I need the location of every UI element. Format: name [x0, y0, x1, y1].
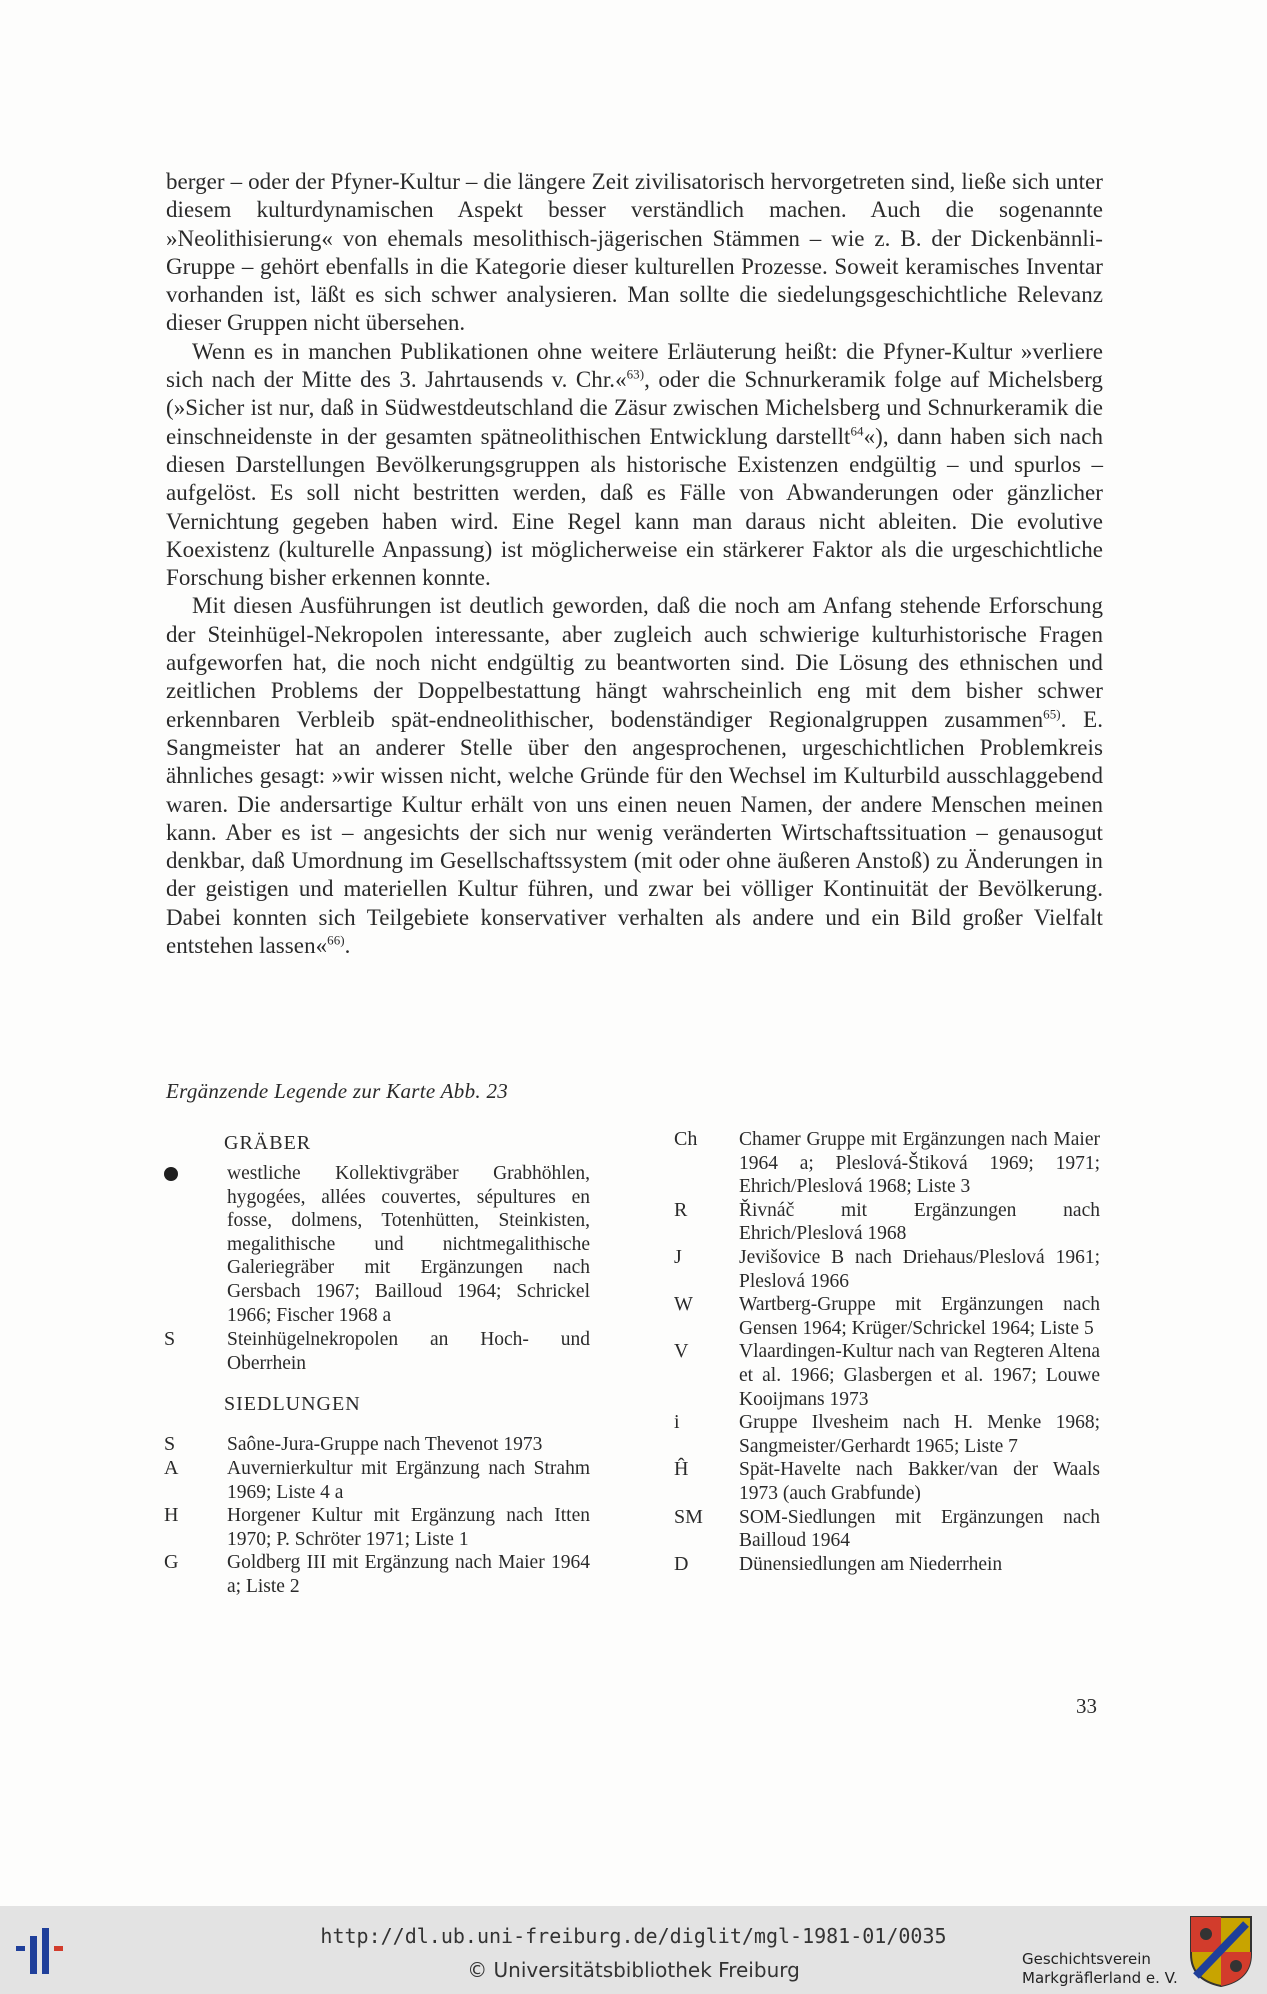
coat-of-arms-icon [1188, 1914, 1254, 1988]
section-title-siedlungen: SIEDLUNGEN [224, 1393, 361, 1416]
body-text [166, 168, 1103, 960]
section-title-graeber: GRÄBER [224, 1132, 312, 1154]
paragraph-2-part-c: «), dann haben sich nach diesen Darstellungen Bevölkerungsgruppen als historische Existenzen endgültig – und spurlos – aufgelöst. Es soll nicht bestritten werden, daß es Fälle von Abwanderungen oder gänzlicher Vernichtung gegeben haben wird. Eine Regel kann man daraus nicht ableiten. Die evolutive Koexistenz (kulturelle Anpassung) ist möglicherweise ein stärkerer Faktor als die urgeschichtliche Forschung bisher erkennen konnte. [166, 423, 1104, 591]
paragraph-1: berger – oder der Pfyner-Kultur – die längere Zeit zivilisatorisch hervorgetreten sind, ließe sich unter diesem kulturdynamischen Aspekt besser verständlich machen. Auch die sogenannte »Neolithisierung« von ehemals mesolithisch-jägerischen Stämmen – wie z. B. der Dickenbännli-Gruppe – gehört ebenfalls in die Kategorie dieser kulturellen Prozesse. Soweit keramisches Inventar vorhanden ist, läßt es sich schwer analysieren. Man sollte die siedelungsgeschichtliche Relevanz dieser Gruppen nicht übersehen. [166, 169, 1103, 336]
legend-symbol: A [164, 1456, 179, 1479]
legend-symbol: D [674, 1552, 689, 1575]
legend-left-column [160, 1128, 590, 1599]
legend-symbol: V [674, 1340, 689, 1363]
legend-text: westliche Kollektivgräber Grabhöhlen, hygogées, allées couvertes, sépultures en fosse, dolmens, Totenhütten, Steinkisten, megalithische und nichtmegalithische Galeriegräber mit Ergänzungen nach Gersbach 1967; Bailloud 1964; Schrickel 1966; Fischer 1968 a [227, 1163, 590, 1326]
legend-entry [160, 1551, 590, 1598]
legend-text: Auvernierkultur mit Ergänzung nach Strahm 1969; Liste 4 a [227, 1457, 590, 1503]
legend-text: Wartberg-Gruppe mit Ergänzungen nach Gensen 1964; Krüger/Schrickel 1964; Liste 5 [739, 1294, 1100, 1339]
legend-text: Goldberg III mit Ergänzung nach Maier 1964 a; Liste 2 [227, 1552, 590, 1597]
legend-text: Steinhügelnekropolen an Hoch- und Oberrhein [227, 1329, 590, 1374]
legend-entry-steinhuegel [160, 1328, 590, 1375]
footer-bar [0, 1906, 1267, 1994]
footnote-ref-63: 63) [626, 366, 645, 382]
legend-text: Jevišovice B nach Driehaus/Pleslová 1961; Pleslová 1966 [739, 1246, 1100, 1292]
page-number: 33 [1076, 1694, 1097, 1718]
legend-symbol: W [674, 1293, 693, 1316]
legend-entry [160, 1433, 590, 1457]
legend-symbol: R [674, 1198, 688, 1221]
legend-entry-kollektivgraeber [160, 1162, 590, 1327]
footnote-ref-64: 64 [850, 423, 864, 439]
legend-right-column [672, 1128, 1100, 1576]
legend-symbol: S [164, 1433, 176, 1456]
legend-text: Vlaardingen-Kultur nach van Regteren Altena et al. 1966; Glasbergen et al. 1967; Louwe Kooijmans 1973 [739, 1341, 1100, 1410]
legend-entry [672, 1246, 1100, 1293]
footer-copyright: © Universitätsbibliothek Freiburg [467, 1958, 800, 1982]
paragraph-2 [166, 338, 1103, 593]
filled-circle-icon [164, 1167, 178, 1181]
legend-entry [672, 1458, 1100, 1505]
legend-symbol: J [674, 1245, 682, 1268]
footer-url-link[interactable]: http://dl.ub.uni-freiburg.de/diglit/mgl-1981-01/0035 [320, 1924, 947, 1948]
legend-symbol [164, 1162, 214, 1188]
footnote-ref-66: 66) [327, 932, 345, 948]
legend-heading: Ergänzende Legende zur Karte Abb. 23 [166, 1079, 509, 1103]
footnote-ref-65: 65) [1043, 705, 1061, 721]
org-name-line-2: Markgräflerland e. V. [1022, 1969, 1178, 1987]
paragraph-2-part-a: Wenn es in manchen Publikationen ohne weitere Erläuterung heißt: die Pfyner-Kultur »verliere sich nach der Mitte des 3. Jahrtausends v. Chr.« [166, 338, 1103, 393]
legend-entry [672, 1553, 1100, 1577]
legend-entry [672, 1128, 1100, 1199]
legend-entry [672, 1340, 1100, 1411]
legend-entry [672, 1411, 1100, 1458]
legend-text: Spät-Havelte nach Bakker/van der Waals 1973 (auch Grabfunde) [739, 1459, 1100, 1504]
footer-organization [1022, 1950, 1178, 1988]
legend-symbol: Ĥ [674, 1458, 689, 1481]
legend-symbol: G [164, 1551, 179, 1574]
legend-text: Gruppe Ilvesheim nach H. Menke 1968; Sangmeister/Gerhardt 1965; Liste 7 [739, 1412, 1100, 1457]
paragraph-3 [166, 592, 1103, 960]
legend-entry [672, 1199, 1100, 1246]
legend-entry [160, 1457, 590, 1504]
legend-symbol: i [674, 1411, 680, 1434]
legend-text: Dünensiedlungen am Niederrhein [739, 1553, 1003, 1575]
paragraph-3-part-a: Mit diesen Ausführungen ist deutlich geworden, daß die noch am Anfang stehende Erforschung der Steinhügel-Nekropolen interessante, aber zugleich auch schwierige kulturhistorische Fragen aufgeworfen hat, die noch nicht endgültig zu beantworten sind. Die Lösung des ethnischen und zeitlichen Problems der Doppelbestattung hängt wahrscheinlich eng mit dem bisher schwer erkennbaren Verbleib spät-endneolithischer, bodenständiger Regionalgruppen zusammen [166, 593, 1103, 732]
legend-text: SOM-Siedlungen mit Ergänzungen nach Bailloud 1964 [739, 1506, 1100, 1552]
paragraph-3-part-b: . E. Sangmeister hat an anderer Stelle über den angesprochenen, urgeschichtlichen Problemkreis ähnliches gesagt: »wir wissen nicht, welche Gründe für den Wechsel im Kulturbild ausschlaggebend waren. Die andersartige Kultur erhält von uns einen neuen Namen, der andere Menschen meinen kann. Aber es ist – angesichts der sich nur wenig veränderten Wirtschaftssituation – genausogut denkbar, daß Umordnung im Gesellschaftssystem (mit oder ohne äußeren Anstoß) zu Änderungen in der geistigen und materiellen Kultur führen, und zwar bei völliger Kontinuität der Bevölkerung. Dabei konnten sich Teilgebiete konservativer verhalten als andere und ein Bild großer Vielfalt entstehen lassen« [166, 706, 1104, 959]
paragraph-3-part-c: . [344, 933, 351, 959]
legend-entry [160, 1504, 590, 1551]
legend-text: Horgener Kultur mit Ergänzung nach Itten 1970; P. Schröter 1971; Liste 1 [227, 1505, 590, 1550]
legend-symbol: S [164, 1328, 176, 1351]
legend-symbol: H [164, 1504, 179, 1527]
legend-text: Chamer Gruppe mit Ergänzungen nach Maier 1964 a; Pleslová-Štiková 1969; 1971; Ehrich/Pleslová 1968; Liste 3 [739, 1129, 1100, 1198]
legend-symbol: Ch [674, 1128, 698, 1150]
legend-text: Saône-Jura-Gruppe nach Thevenot 1973 [227, 1434, 543, 1456]
org-name-line-1: Geschichtsverein [1022, 1950, 1151, 1968]
legend-entry [672, 1293, 1100, 1340]
legend-text: Řivnáč mit Ergänzungen nach Ehrich/Pleslová 1968 [739, 1199, 1100, 1245]
legend-symbol: SM [674, 1505, 703, 1528]
legend-entry [672, 1506, 1100, 1553]
paragraph-2-part-b: , oder die Schnurkeramik folge auf Michelsberg (»Sicher ist nur, daß in Südwestdeutschland die Zäsur zwischen Michelsberg und Schnurkeramik die einschneidenste in der gesamten spätneolithischen Entwicklung darstellt [166, 367, 1103, 449]
